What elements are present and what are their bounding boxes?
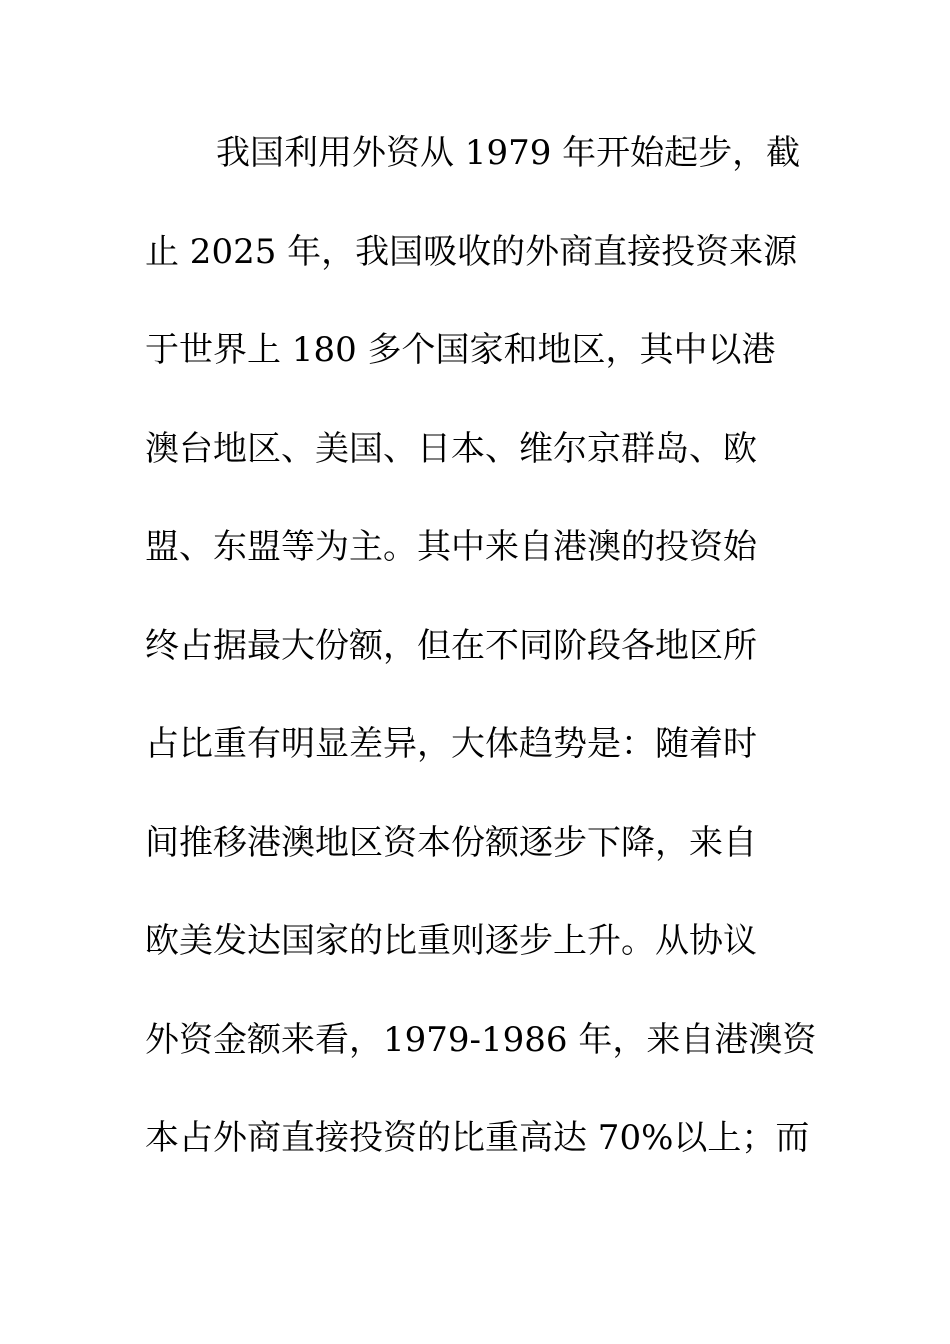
- paragraph-line: 澳台地区、美国、日本、维尔京群岛、欧: [145, 428, 757, 469]
- paragraph-line: 我国利用外资从 1979 年开始起步，截: [216, 133, 801, 173]
- paragraph-line: 间推移港澳地区资本份额逐步下降，来自: [145, 822, 757, 863]
- paragraph-line: 本占外商直接投资的比重高达 70%以上；而: [145, 1118, 810, 1158]
- paragraph: [145, 123, 817, 1207]
- paragraph-line: 欧美发达国家的比重则逐步上升。从协议: [145, 921, 757, 961]
- paragraph-line: 占比重有明显差异，大体趋势是：随着时: [145, 724, 757, 764]
- paragraph-line: 于世界上 180 多个国家和地区，其中以港: [145, 330, 776, 370]
- paragraph-line: 盟、东盟等为主。其中来自港澳的投资始: [145, 527, 757, 567]
- paragraph-line: 外资金额来看，1979-1986 年，来自港澳资: [145, 1019, 817, 1060]
- paragraph-line: 止 2025 年，我国吸收的外商直接投资来源: [145, 231, 798, 272]
- paragraph-line: 终占据最大份额，但在不同阶段各地区所: [145, 625, 757, 666]
